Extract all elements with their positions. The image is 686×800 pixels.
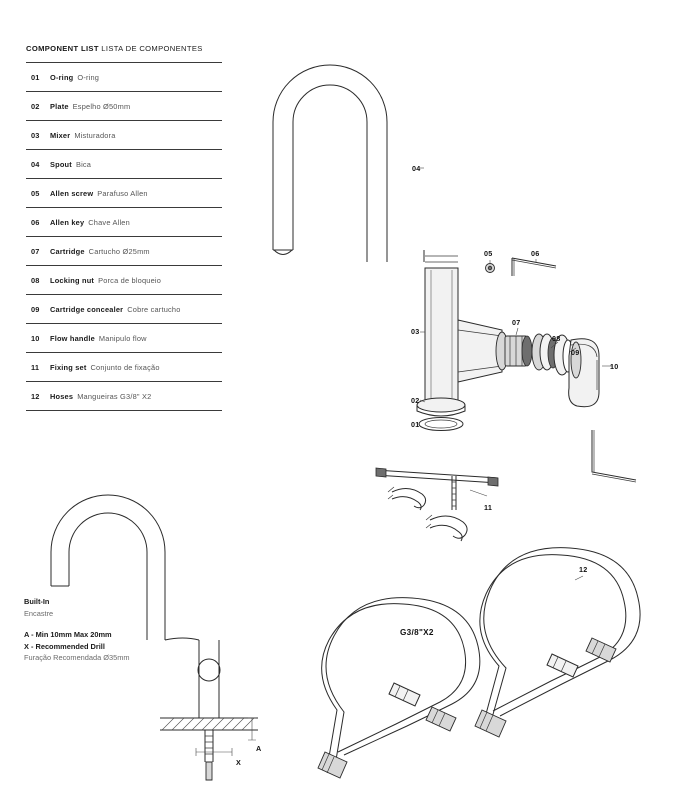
item-label-en: Locking nut bbox=[50, 275, 95, 285]
o-ring-part bbox=[419, 418, 463, 431]
item-label-pt: Porca de bloqueio bbox=[98, 275, 162, 285]
item-label-pt: Bica bbox=[75, 159, 92, 169]
item-label-en: Flow handle bbox=[50, 333, 95, 343]
item-label-en: Cartridge concealer bbox=[50, 304, 124, 314]
item-label-pt: Manipulo flow bbox=[98, 333, 147, 343]
allen-screw-part bbox=[486, 264, 495, 273]
note-dim-a: A - Min 10mm Max 20mm bbox=[24, 630, 112, 639]
item-label-en: Hoses bbox=[50, 391, 74, 401]
callout-03-mixer: 03 bbox=[411, 327, 420, 336]
callout-06-allen-key: 06 bbox=[531, 249, 540, 258]
item-label-en: Spout bbox=[50, 159, 72, 169]
builtin-installation-drawing bbox=[51, 495, 258, 780]
spout-part bbox=[273, 65, 387, 262]
item-label-en: Cartridge bbox=[50, 246, 85, 256]
cartridge-boss bbox=[458, 320, 508, 382]
note-dim-x-pt: Furação Recomendada Ø35mm bbox=[24, 653, 130, 662]
item-number: 11 bbox=[31, 362, 40, 372]
item-number: 02 bbox=[31, 101, 40, 111]
item-number: 09 bbox=[31, 304, 40, 314]
item-label-en: Allen screw bbox=[50, 188, 94, 198]
item-label-pt: Cobre cartucho bbox=[127, 304, 181, 314]
note-dim-x-en: X - Recommended Drill bbox=[24, 641, 105, 651]
item-label-pt: O-ring bbox=[77, 72, 100, 82]
callout-08-locking-nut: 08 bbox=[552, 334, 561, 343]
callout-07-cartridge: 07 bbox=[512, 318, 521, 327]
item-number: 04 bbox=[31, 159, 40, 169]
item-number: 12 bbox=[31, 391, 40, 401]
item-label-pt: Cartucho Ø25mm bbox=[88, 246, 150, 256]
mixer-body-part bbox=[425, 256, 458, 405]
callout-05-allen-screw: 05 bbox=[484, 249, 493, 258]
item-label-pt: Misturadora bbox=[74, 130, 116, 140]
item-number: 10 bbox=[31, 333, 40, 343]
item-number: 03 bbox=[31, 130, 40, 140]
allen-key-lower-part bbox=[592, 430, 636, 482]
item-label-en: Mixer bbox=[50, 130, 71, 140]
item-label-en: Allen key bbox=[50, 217, 85, 227]
item-number: 07 bbox=[31, 246, 40, 256]
callout-01-oring: 01 bbox=[411, 420, 420, 429]
hose-left-part bbox=[318, 598, 480, 778]
dimension-x-label: X bbox=[236, 758, 242, 767]
callout-10-flow-handle: 10 bbox=[610, 362, 619, 371]
item-label-pt: Chave Allen bbox=[88, 217, 130, 227]
note-builtin-pt: Encastre bbox=[24, 608, 54, 618]
item-label-pt: Parafuso Allen bbox=[97, 188, 148, 198]
callout-02-plate: 02 bbox=[411, 396, 420, 405]
item-number: 05 bbox=[31, 188, 40, 198]
item-label-pt: Espelho Ø50mm bbox=[72, 101, 131, 111]
callout-11-fixing-set: 11 bbox=[484, 503, 493, 512]
item-number: 08 bbox=[31, 275, 40, 285]
component-list-title-en: COMPONENT LIST bbox=[26, 44, 99, 53]
note-builtin-en: Built-In bbox=[24, 597, 50, 606]
fixing-set-part bbox=[376, 468, 498, 541]
item-label-pt: Mangueiras G3/8" X2 bbox=[77, 391, 152, 401]
hose-size-label: G3/8"X2 bbox=[400, 628, 434, 637]
item-label-en: Fixing set bbox=[50, 362, 87, 372]
item-number: 06 bbox=[31, 217, 40, 227]
item-number: 01 bbox=[31, 72, 40, 82]
callout-12-hoses: 12 bbox=[579, 565, 588, 574]
plate-part bbox=[417, 398, 465, 416]
component-list-title-pt: LISTA DE COMPONENTES bbox=[101, 44, 203, 53]
hose-right-part bbox=[475, 548, 640, 737]
callout-04-spout: 04 bbox=[412, 164, 421, 173]
allen-key-top-part bbox=[512, 258, 556, 276]
cartridge-part bbox=[505, 336, 532, 366]
callout-09-concealer: 09 bbox=[571, 348, 580, 357]
item-label-en: O-ring bbox=[50, 72, 74, 82]
dimension-a-label: A bbox=[256, 744, 262, 753]
item-label-en: Plate bbox=[50, 101, 69, 111]
item-label-pt: Conjunto de fixação bbox=[90, 362, 160, 372]
